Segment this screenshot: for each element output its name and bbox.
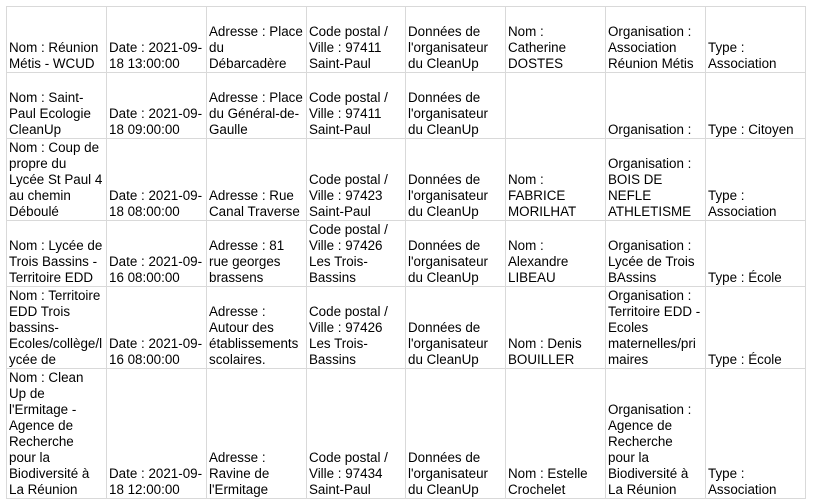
cell-adresse: Adresse : Place du Général-de-Gaulle [207,73,307,139]
cell-date: Date : 2021-09-16 08:00:00 [107,287,207,369]
cell-type: Type : École [706,287,806,369]
table-row [7,369,806,499]
cell-code-postal: Code postal / Ville : 97423 Saint-Paul [307,139,406,221]
cell-nom: Nom : Coup de propre du Lycée St Paul 4 au chemin Déboulé [7,139,107,221]
cell-adresse: Adresse : Rue Canal Traverse [207,139,307,221]
cell-organisation: Organisation : BOIS DE NEFLE ATHLETISME [606,139,706,221]
cell-nom [7,287,107,369]
cell-organisation [606,287,706,369]
cell-code-postal: Code postal / Ville : 97426 Les Trois-Bassins [307,287,406,369]
cell-type: Type : Association [706,369,806,499]
cell-nom-organisateur: Nom : Catherine DOSTES [506,7,606,73]
cell-nom-organisateur: Nom : Alexandre LIBEAU [506,221,606,287]
cell-nom: Nom : Réunion Métis - WCUD [7,7,107,73]
cell-adresse: Adresse : Autour des établissements scolaires. [207,287,307,369]
cell-donnees: Données de l'organisateur du CleanUp [406,369,506,499]
cell-nom-organisateur: Nom : Estelle Crochelet [506,369,606,499]
cell-donnees: Données de l'organisateur du CleanUp [406,221,506,287]
cell-nom: Nom : Saint-Paul Ecologie CleanUp [7,73,107,139]
cleanup-table [6,6,806,499]
cell-nom: Nom : Lycée de Trois Bassins - Territoire EDD [7,221,107,287]
cell-type: Type : Association [706,7,806,73]
cell-donnees: Données de l'organisateur du CleanUp [406,139,506,221]
cell-organisation: Organisation : Lycée de Trois BAssins [606,221,706,287]
cell-adresse: Adresse : Place du Débarcadère [207,7,307,73]
cell-donnees: Données de l'organisateur du CleanUp [406,287,506,369]
table-row [7,221,806,287]
cell-nom-text: Nom : Territoire EDD Trois bassins-Ecoles/collège/lycée de [9,288,103,367]
cell-type: Type : Citoyen [706,73,806,139]
cell-date: Date : 2021-09-18 08:00:00 [107,139,207,221]
table-row [7,139,806,221]
cell-code-postal: Code postal / Ville : 97426 Les Trois-Bassins [307,221,406,287]
cell-organisation: Organisation : Agence de Recherche pour la Biodiversité à La Réunion [606,369,706,499]
cell-organisation-text: Organisation : Territoire EDD -Ecoles maternelles/primaires [608,288,701,367]
cell-adresse: Adresse : 81 rue georges brassens [207,221,307,287]
cell-code-postal: Code postal / Ville : 97434 Saint-Paul [307,369,406,499]
cell-nom-organisateur: Nom : Denis BOUILLER [506,287,606,369]
cell-code-postal: Code postal / Ville : 97411 Saint-Paul [307,73,406,139]
cell-date: Date : 2021-09-18 13:00:00 [107,7,207,73]
cell-nom: Nom : Clean Up de l'Ermitage - Agence de Recherche pour la Biodiversité à La Réunion [7,369,107,499]
cell-organisation: Organisation : [606,73,706,139]
cell-type: Type : Association [706,139,806,221]
cell-date: Date : 2021-09-18 09:00:00 [107,73,207,139]
table-row [7,287,806,369]
cell-adresse: Adresse : Ravine de l'Ermitage [207,369,307,499]
cell-donnees: Données de l'organisateur du CleanUp [406,7,506,73]
cell-type: Type : École [706,221,806,287]
table-row [7,7,806,73]
cell-nom-organisateur: Nom : FABRICE MORILHAT [506,139,606,221]
cell-date: Date : 2021-09-18 12:00:00 [107,369,207,499]
table-row [7,73,806,139]
cell-nom-organisateur [506,73,606,139]
cell-date: Date : 2021-09-16 08:00:00 [107,221,207,287]
cell-organisation: Organisation : Association Réunion Métis [606,7,706,73]
cell-code-postal: Code postal / Ville : 97411 Saint-Paul [307,7,406,73]
cell-donnees: Données de l'organisateur du CleanUp [406,73,506,139]
